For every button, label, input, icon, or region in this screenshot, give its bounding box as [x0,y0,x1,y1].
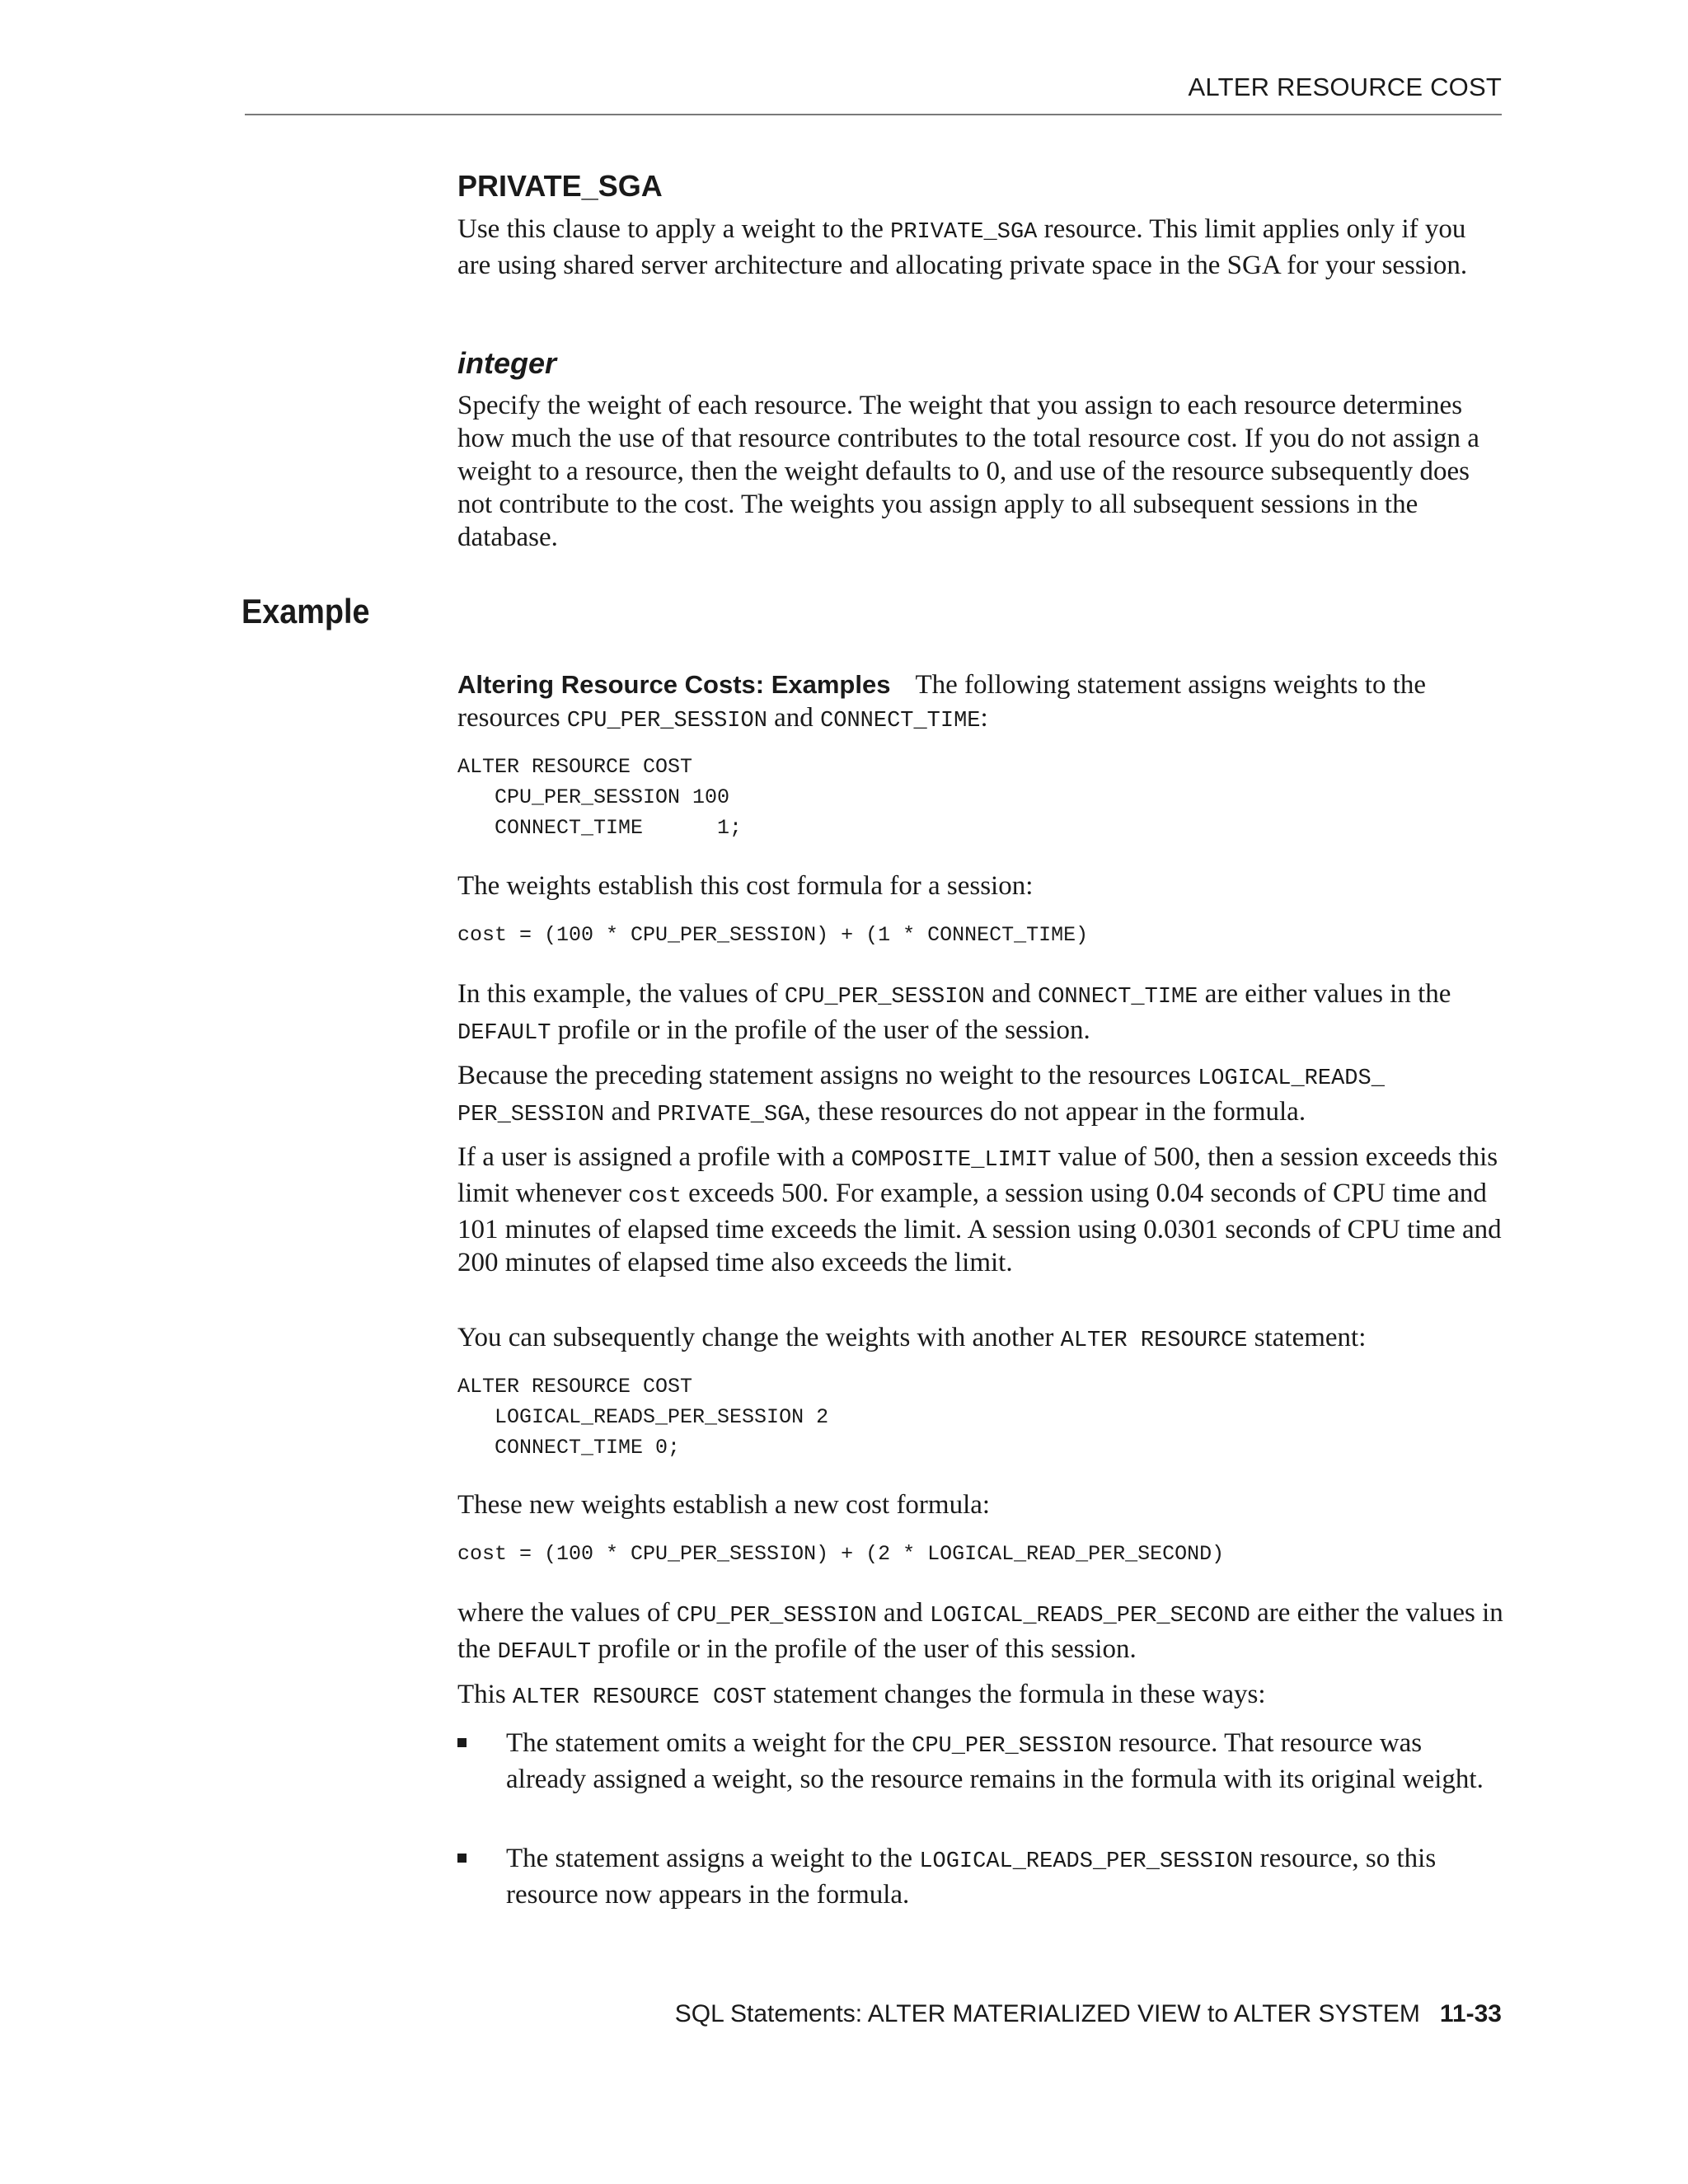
text-run: , these resources do not appear in the formula. [804,1097,1306,1127]
formula-2: cost = (100 * CPU_PER_SESSION) + (2 * LOGICAL_READ_PER_SECOND) [457,1542,1225,1566]
text-run: : [980,703,988,733]
running-header: ALTER RESOURCE COST [1188,73,1502,101]
code-block-1: ALTER RESOURCE COST CPU_PER_SESSION 100 CONNECT_TIME 1; [457,755,743,840]
formula-1: cost = (100 * CPU_PER_SESSION) + (1 * CONNECT_TIME) [457,923,1089,947]
private-sga-heading: PRIVATE_SGA [457,169,663,203]
inline-code: CPU_PER_SESSION [566,709,767,733]
where-paragraph-block [457,1596,1504,1669]
runin-heading: Altering Resource Costs: Examples [457,670,891,699]
inline-code: ALTER RESOURCE [1060,1329,1248,1353]
this-paragraph-block [457,1678,1504,1714]
formula-intro: The weights establish this cost formula for a session: [457,871,1034,901]
if-paragraph-block [457,1141,1504,1279]
inline-code: LOGICAL_READS_PER_SESSION [919,1849,1254,1874]
change-paragraph-block [457,1321,1504,1357]
private-sga-paragraph [457,213,1504,282]
inline-code: PRIVATE_SGA [890,220,1038,245]
square-bullet-icon [457,1738,467,1747]
square-bullet-icon [457,1854,467,1863]
values-paragraph [457,977,1504,1050]
integer-paragraph-block [457,389,1504,554]
inline-code: CPU_PER_SESSION [676,1604,877,1629]
text-run: If a user is assigned a profile with a [457,1142,851,1172]
code-block-2: ALTER RESOURCE COST LOGICAL_READS_PER_SESSION 2 CONNECT_TIME 0; [457,1375,829,1460]
text-run: resource, so this resource now appears in the formula. [506,1844,1437,1910]
code-block-1-wrap [457,752,1504,843]
if-paragraph [457,1141,1504,1279]
formula-1-wrap [457,920,1504,950]
formula2-intro: These new weights establish a new cost formula: [457,1490,991,1520]
code-block-2-wrap [457,1371,1504,1463]
text-run: and [767,703,821,733]
text-run: resource. That resource was already assigned a weight, so the resource remains in the formula with its original weight. [506,1728,1484,1794]
formula2-intro-wrap [457,1488,1504,1521]
text-run: You can subsequently change the weights with another [457,1323,1061,1352]
because-paragraph-block [457,1059,1504,1132]
text-run: are either the values in the [457,1598,1503,1664]
text-run: resource. This limit applies only if you are using shared server architecture and allocating private space in the SGA for your session. [457,214,1468,280]
inline-code: DEFAULT [457,1021,551,1046]
inline-code: CPU_PER_SESSION [784,985,985,1010]
change-paragraph [457,1321,1504,1357]
text-run: Use this clause to apply a weight to the [457,214,891,244]
example-intro-block [457,668,1504,738]
text-run: This [457,1680,513,1709]
where-paragraph [457,1596,1504,1669]
values-paragraph-block [457,977,1504,1050]
text-run: statement: [1247,1323,1367,1352]
inline-code: PRIVATE_SGA [657,1103,804,1127]
example-intro [457,668,1504,738]
text-run: profile or in the profile of the user of this session. [591,1634,1137,1664]
text-run: In this example, the values of [457,979,785,1009]
page-number: 11-33 [1439,2000,1502,2027]
inline-code: LOGICAL_READS_ [1198,1066,1385,1091]
integer-section [457,346,1504,381]
text-run: value of 500, then a session exceeds this limit whenever [457,1142,1498,1208]
inline-code: cost [628,1184,682,1209]
private-sga-paragraph-block [457,213,1504,282]
example-heading: Example [241,592,370,630]
inline-code: COMPOSITE_LIMIT [851,1148,1052,1173]
bullet-text [506,1842,1503,1911]
bullet-text [506,1727,1503,1796]
text-run: and [984,979,1039,1009]
inline-code: LOGICAL_READS_PER_SECOND [929,1604,1250,1629]
formula-2-wrap [457,1539,1504,1569]
integer-heading: integer [457,346,557,380]
text-run: and [604,1097,658,1127]
inline-code: PER_SESSION [457,1103,605,1127]
inline-code: CONNECT_TIME [1038,985,1198,1010]
page-footer [675,2000,1502,2028]
text-run: Because the preceding statement assigns no weight to the resources [457,1061,1198,1090]
text-run: statement changes the formula in these ways: [766,1680,1266,1709]
this-paragraph [457,1678,1504,1714]
private-sga-section [457,169,1504,204]
text-run: and [876,1598,930,1628]
inline-code: CONNECT_TIME [820,709,981,733]
text-run: are either values in the [1198,979,1451,1009]
inline-code: CPU_PER_SESSION [912,1734,1113,1759]
text-run: profile or in the profile of the user of the session. [551,1015,1090,1045]
inline-code: DEFAULT [497,1640,591,1665]
footer-title: SQL Statements: ALTER MATERIALIZED VIEW to ALTER SYSTEM [674,2000,1420,2027]
text-run: where the values of [457,1598,677,1628]
text-run: The following statement assigns weights to the resources [457,670,1427,733]
text-run: The statement assigns a weight to the [506,1844,920,1873]
text-run: exceeds 500. For example, a session using 0.04 seconds of CPU time and 101 minutes of elapsed time exceeds the limit. A session using 0.0301 seconds of CPU time and 200 minutes of elapsed time also exceeds the limit. [457,1179,1502,1277]
integer-paragraph: Specify the weight of each resource. The weight that you assign to each resource determines how much the use of that resource contributes to the total resource cost. If you do not assign a weight to a resource, then the weight defaults to 0, and use of the resource subsequently does not contribute to the cost. The weights you assign apply to all subsequent sessions in the database. [457,391,1479,552]
text-run: The statement omits a weight for the [506,1728,912,1758]
formula-intro-wrap [457,869,1504,902]
because-paragraph [457,1059,1504,1132]
inline-code: ALTER RESOURCE COST [512,1685,767,1710]
header-rule [245,114,1502,115]
